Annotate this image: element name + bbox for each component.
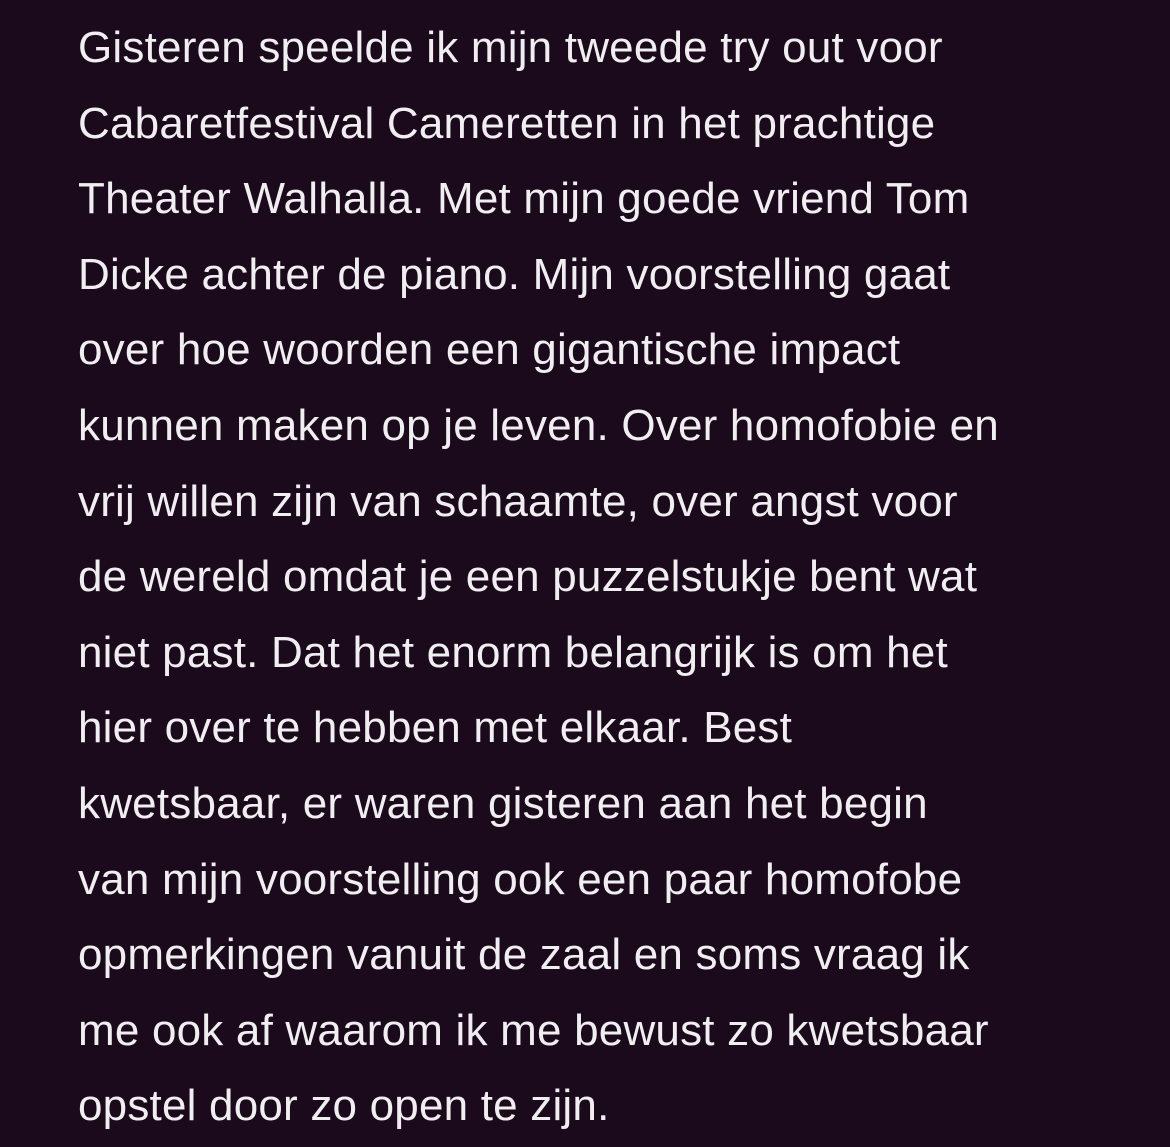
text-line: hier over te hebben met elkaar. Best (78, 703, 793, 753)
text-line: kunnen maken op je leven. Over homofobie en (78, 400, 999, 450)
text-line: niet past. Dat het enorm belangrijk is om het (78, 627, 948, 677)
text-line: me ook af waarom ik me bewust zo kwetsbaar (78, 1005, 989, 1055)
post-text (78, 10, 999, 1144)
text-line: opstel door zo open te zijn. (78, 1081, 610, 1131)
text-line: over hoe woorden een gigantische impact (78, 325, 901, 375)
text-line: kwetsbaar, er waren gisteren aan het begin (78, 778, 928, 828)
text-line: van mijn voorstelling ook een paar homofobe (78, 854, 963, 904)
text-line: vrij willen zijn van schaamte, over angst voor (78, 476, 958, 526)
text-line: Cabaretfestival Cameretten in het prachtige (78, 98, 936, 148)
text-line: Dicke achter de piano. Mijn voorstelling gaat (78, 249, 951, 299)
text-line: Gisteren speelde ik mijn tweede try out voor (78, 23, 943, 72)
text-line: de wereld omdat je een puzzelstukje bent wat (78, 552, 978, 602)
text-line: opmerkingen vanuit de zaal en soms vraag ik (78, 930, 970, 980)
text-line: Theater Walhalla. Met mijn goede vriend Tom (78, 174, 970, 224)
